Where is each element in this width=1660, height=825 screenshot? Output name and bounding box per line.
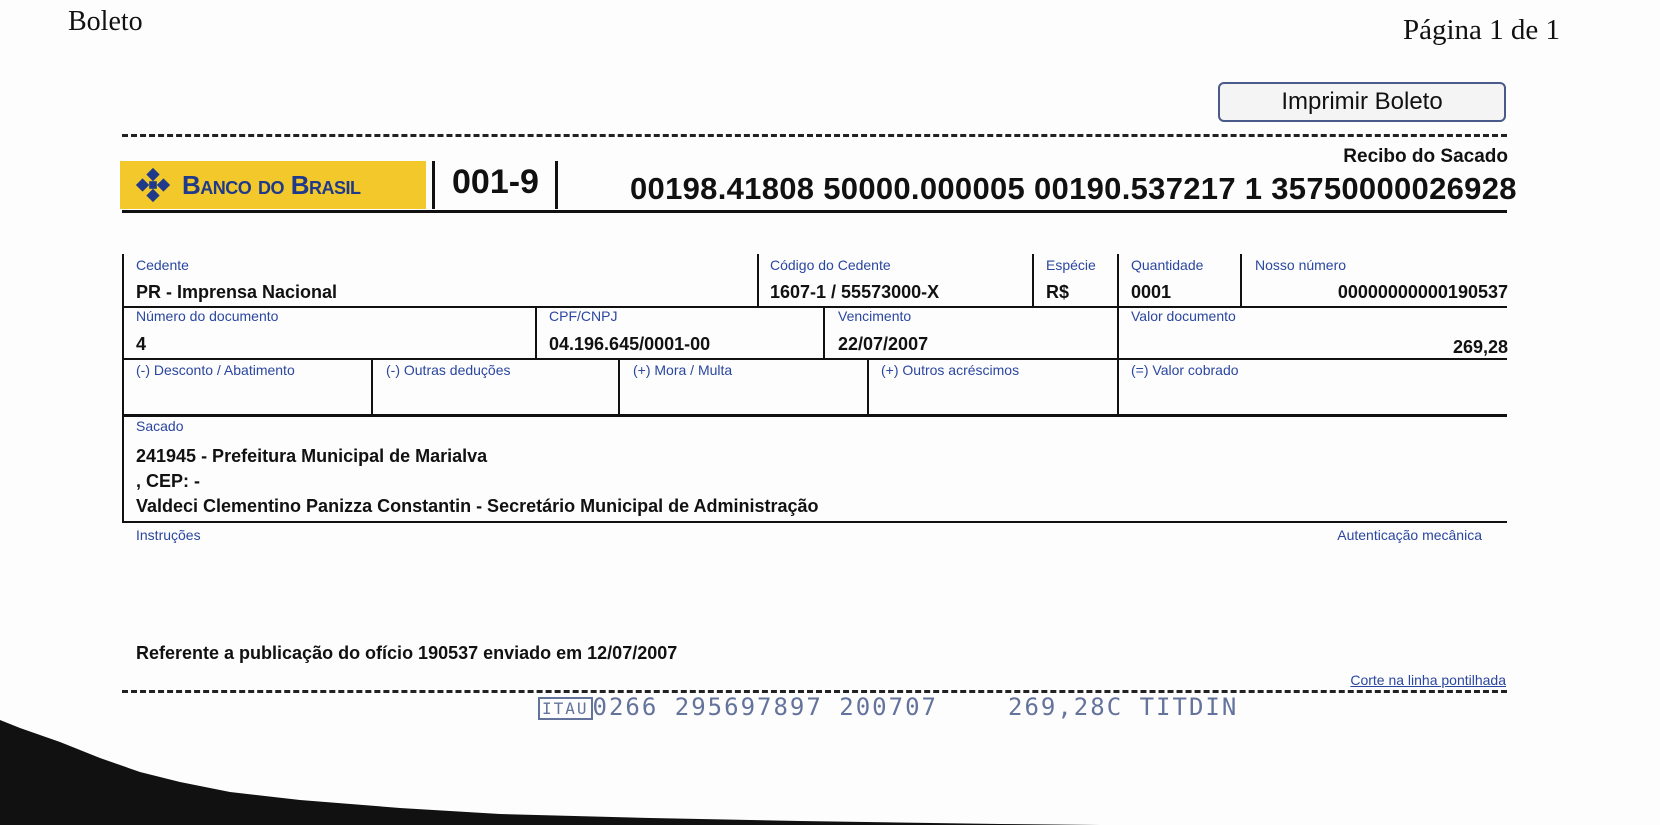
grid-left-border xyxy=(122,254,124,414)
sacado-label: Sacado xyxy=(136,418,184,434)
vencimento-value: 22/07/2007 xyxy=(838,334,929,354)
grid-divider xyxy=(371,358,373,414)
torn-edge-shadow xyxy=(0,720,1100,825)
sacado-line-2: , CEP: - xyxy=(136,471,201,491)
bank-logo-icon xyxy=(134,166,172,204)
grid-divider xyxy=(1117,254,1119,306)
grid-divider xyxy=(1032,254,1034,306)
stamp-bank-logo: ITAU xyxy=(538,697,593,720)
vencimento-label: Vencimento xyxy=(838,308,912,324)
cedente-label: Cedente xyxy=(136,257,189,273)
row-divider xyxy=(122,358,1507,360)
instrucoes-label: Instruções xyxy=(136,527,201,543)
reference-note: Referente a publicação do ofício 190537 enviado em 12/07/2007 xyxy=(136,643,678,663)
especie-value: R$ xyxy=(1046,282,1070,302)
mora-multa-label: (+) Mora / Multa xyxy=(633,362,733,378)
sacado-line-1: 241945 - Prefeitura Municipal de Marialva xyxy=(136,446,488,466)
grid-divider xyxy=(618,358,620,414)
bank-code-divider-right xyxy=(555,161,558,209)
bank-code: 001-9 xyxy=(452,163,539,201)
row-divider xyxy=(122,521,1507,523)
codigo-cedente-label: Código do Cedente xyxy=(770,257,891,273)
grid-divider xyxy=(823,306,825,358)
grid-divider xyxy=(757,254,759,306)
grid-divider xyxy=(1117,306,1119,358)
valor-documento-value: 269,28 xyxy=(1452,337,1508,357)
row-divider xyxy=(122,306,1507,308)
quantidade-label: Quantidade xyxy=(1131,257,1204,273)
row-divider xyxy=(122,414,1507,417)
numero-documento-value: 4 xyxy=(136,334,147,354)
outros-acrescimos-label: (+) Outros acréscimos xyxy=(881,362,1020,378)
print-boleto-button[interactable]: Imprimir Boleto xyxy=(1218,82,1506,122)
valor-documento-label: Valor documento xyxy=(1131,308,1236,324)
receipt-title: Recibo do Sacado xyxy=(1343,146,1508,167)
page-indicator: Página 1 de 1 xyxy=(1402,14,1560,46)
cedente-value: PR - Imprensa Nacional xyxy=(136,282,338,302)
sacado-line-3: Valdeci Clementino Panizza Constantin - Secretário Municipal de Administração xyxy=(136,496,819,516)
autenticacao-label: Autenticação mecânica xyxy=(1337,527,1482,543)
especie-label: Espécie xyxy=(1046,257,1096,273)
grid-divider xyxy=(1240,254,1242,306)
cpf-cnpj-value: 04.196.645/0001-00 xyxy=(549,334,711,354)
grid-divider xyxy=(867,358,869,414)
quantidade-value: 0001 xyxy=(1131,282,1172,302)
authentication-stamp-left xyxy=(538,693,938,721)
digitable-line: 00198.41808 50000.000005 00190.537217 1 35750000026928 xyxy=(630,171,1517,206)
grid-divider xyxy=(535,306,537,358)
document-title: Boleto xyxy=(68,6,143,37)
header-underline xyxy=(122,210,1507,213)
numero-documento-label: Número do documento xyxy=(136,308,279,324)
nosso-numero-label: Nosso número xyxy=(1255,257,1347,273)
authentication-stamp-right: 269,28C TITDIN xyxy=(1008,693,1239,721)
grid-divider xyxy=(1117,358,1119,414)
stamp-left-text: 0266 295697897 200707 xyxy=(592,693,938,721)
codigo-cedente-value: 1607-1 / 55573000-X xyxy=(770,282,940,302)
top-dashed-divider xyxy=(122,134,1507,137)
sacado-left-border xyxy=(122,414,124,522)
outras-deducoes-label: (-) Outras deduções xyxy=(386,362,511,378)
nosso-numero-value: 00000000000190537 xyxy=(1337,282,1508,302)
valor-cobrado-label: (=) Valor cobrado xyxy=(1131,362,1239,378)
bank-name: Banco do Brasil xyxy=(182,169,361,200)
bank-code-divider-left xyxy=(432,161,435,209)
bank-logo xyxy=(120,161,426,209)
desconto-label: (-) Desconto / Abatimento xyxy=(136,362,295,378)
cut-line-label: Corte na linha pontilhada xyxy=(1350,672,1506,688)
cpf-cnpj-label: CPF/CNPJ xyxy=(549,308,618,324)
